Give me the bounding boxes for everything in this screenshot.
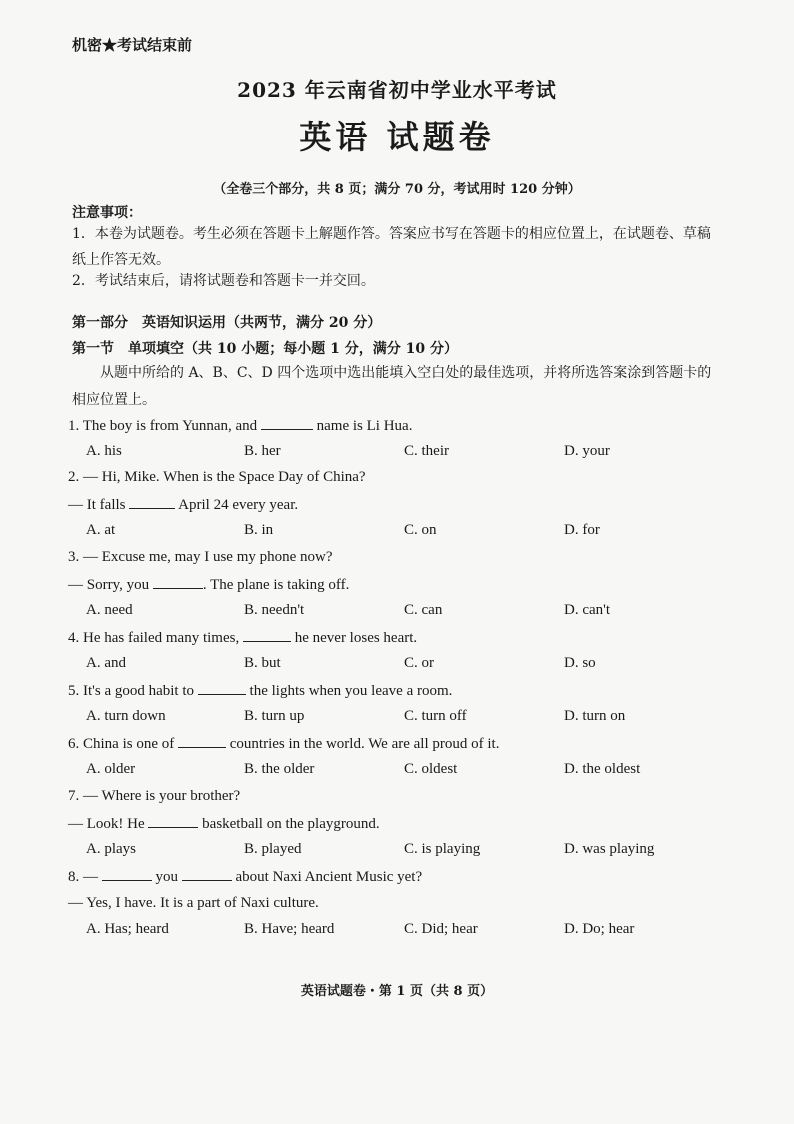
- exam-title: 2023 年云南省初中学业水平考试: [237, 78, 557, 102]
- question-text: countries in the world. We are all proud of it.: [226, 736, 500, 752]
- answer-option: D. turn on: [564, 708, 626, 724]
- answer-blank: [243, 629, 291, 642]
- question-line: [68, 735, 499, 753]
- answer-option: B. in: [244, 522, 274, 538]
- answer-option: C. or: [404, 655, 434, 671]
- section-heading: 第一节 单项填空（共 10 小题；每小题 1 分，满分 10 分）: [72, 341, 458, 357]
- answer-option: C. their: [404, 443, 449, 459]
- answer-option: D. the oldest: [564, 761, 641, 777]
- question-text: 5. It's a good habit to: [68, 683, 198, 699]
- answer-blank: [148, 815, 198, 828]
- answer-option: B. the older: [244, 761, 315, 777]
- page-footer: 英语试题卷・第 1 页（共 8 页）: [300, 984, 494, 999]
- question-line: [68, 549, 333, 566]
- answer-option: B. played: [244, 841, 302, 857]
- answer-option: C. can: [404, 602, 443, 618]
- question-text: basketball on the playground.: [198, 816, 380, 832]
- part-heading: 第一部分 英语知识运用（共两节，满分 20 分）: [72, 315, 382, 331]
- confidential-label: 机密★考试结束前: [72, 36, 193, 54]
- answer-option: D. so: [564, 655, 596, 671]
- answer-blank: [261, 417, 313, 430]
- question-text: 1. The boy is from Yunnan, and: [68, 418, 261, 434]
- answer-option: B. her: [244, 443, 281, 459]
- answer-option: A. plays: [86, 841, 136, 857]
- question-text: name is Li Hua.: [312, 418, 413, 434]
- question-line: [68, 496, 298, 514]
- question-text: — Yes, I have. It is a part of Naxi culture.: [68, 895, 319, 911]
- answer-option: B. Have; heard: [244, 921, 335, 937]
- question-text: 3. — Excuse me, may I use my phone now?: [68, 549, 333, 565]
- answer-option: A. at: [86, 522, 116, 538]
- answer-option: D. was playing: [564, 841, 655, 857]
- question-text: 2. — Hi, Mike. When is the Space Day of China?: [68, 469, 366, 485]
- answer-blank: [102, 868, 152, 881]
- question-line: [68, 576, 349, 594]
- answer-option: B. turn up: [244, 708, 305, 724]
- answer-option: A. turn down: [86, 708, 166, 724]
- question-text: April 24 every year.: [175, 497, 299, 513]
- answer-option: A. and: [86, 655, 126, 671]
- question-text: the lights when you leave a room.: [245, 683, 453, 699]
- answer-option: C. oldest: [404, 761, 458, 777]
- question-text: 4. He has failed many times,: [68, 630, 243, 646]
- question-line: [68, 868, 422, 886]
- note-item: 1．本卷为试题卷。考生必须在答题卡上解题作答。答案应书写在答题卡的相应位置上，在试题卷、草稿纸上作答无效。: [72, 226, 711, 268]
- question-line: [68, 417, 412, 435]
- answer-option: D. Do; hear: [564, 921, 635, 937]
- question-text: 6. China is one of: [68, 736, 178, 752]
- answer-option: B. but: [244, 655, 281, 671]
- section-instruction: 从题中所给的 A、B、C、D 四个选项中选出能填入空白处的最佳选项，并将所选答案涂到答题卡的相应位置上。: [72, 365, 712, 408]
- paper-info: （全卷三个部分，共 8 页；满分 70 分，考试用时 120 分钟）: [213, 182, 581, 197]
- answer-option: D. can't: [564, 602, 611, 618]
- question-text: he never loses heart.: [290, 630, 418, 646]
- question-text: about Naxi Ancient Music yet?: [231, 869, 423, 885]
- question-line: [68, 815, 380, 833]
- answer-option: B. needn't: [244, 602, 305, 618]
- question-line: [68, 895, 319, 912]
- subject-title: 英语 试题卷: [299, 118, 495, 156]
- answer-option: A. Has; heard: [86, 921, 169, 937]
- question-text: — Sorry, you: [68, 577, 153, 593]
- question-line: [68, 469, 366, 486]
- answer-option: C. Did; hear: [404, 921, 478, 937]
- question-text: — It falls: [68, 497, 130, 513]
- answer-option: D. for: [564, 522, 600, 538]
- answer-option: A. older: [86, 761, 136, 777]
- question-text: 8. —: [68, 869, 102, 885]
- answer-blank: [198, 682, 246, 695]
- answer-option: A. need: [86, 602, 133, 618]
- question-text: . The plane is taking off.: [202, 577, 350, 593]
- question-line: [68, 629, 417, 647]
- question-text: — Look! He: [68, 816, 149, 832]
- answer-blank: [178, 735, 226, 748]
- answer-option: C. is playing: [404, 841, 481, 857]
- answer-blank: [182, 868, 232, 881]
- question-line: [68, 788, 240, 805]
- note-item: 2．考试结束后，请将试题卷和答题卡一并交回。: [72, 273, 375, 289]
- answer-blank: [153, 576, 203, 589]
- question-text: you: [151, 869, 182, 885]
- answer-option: A. his: [86, 443, 122, 459]
- answer-option: C. on: [404, 522, 437, 538]
- answer-option: D. your: [564, 443, 610, 459]
- answer-blank: [129, 496, 175, 509]
- question-text: 7. — Where is your brother?: [68, 788, 241, 804]
- answer-option: C. turn off: [404, 708, 467, 724]
- question-line: [68, 682, 452, 700]
- notes-heading: 注意事项：: [72, 205, 142, 221]
